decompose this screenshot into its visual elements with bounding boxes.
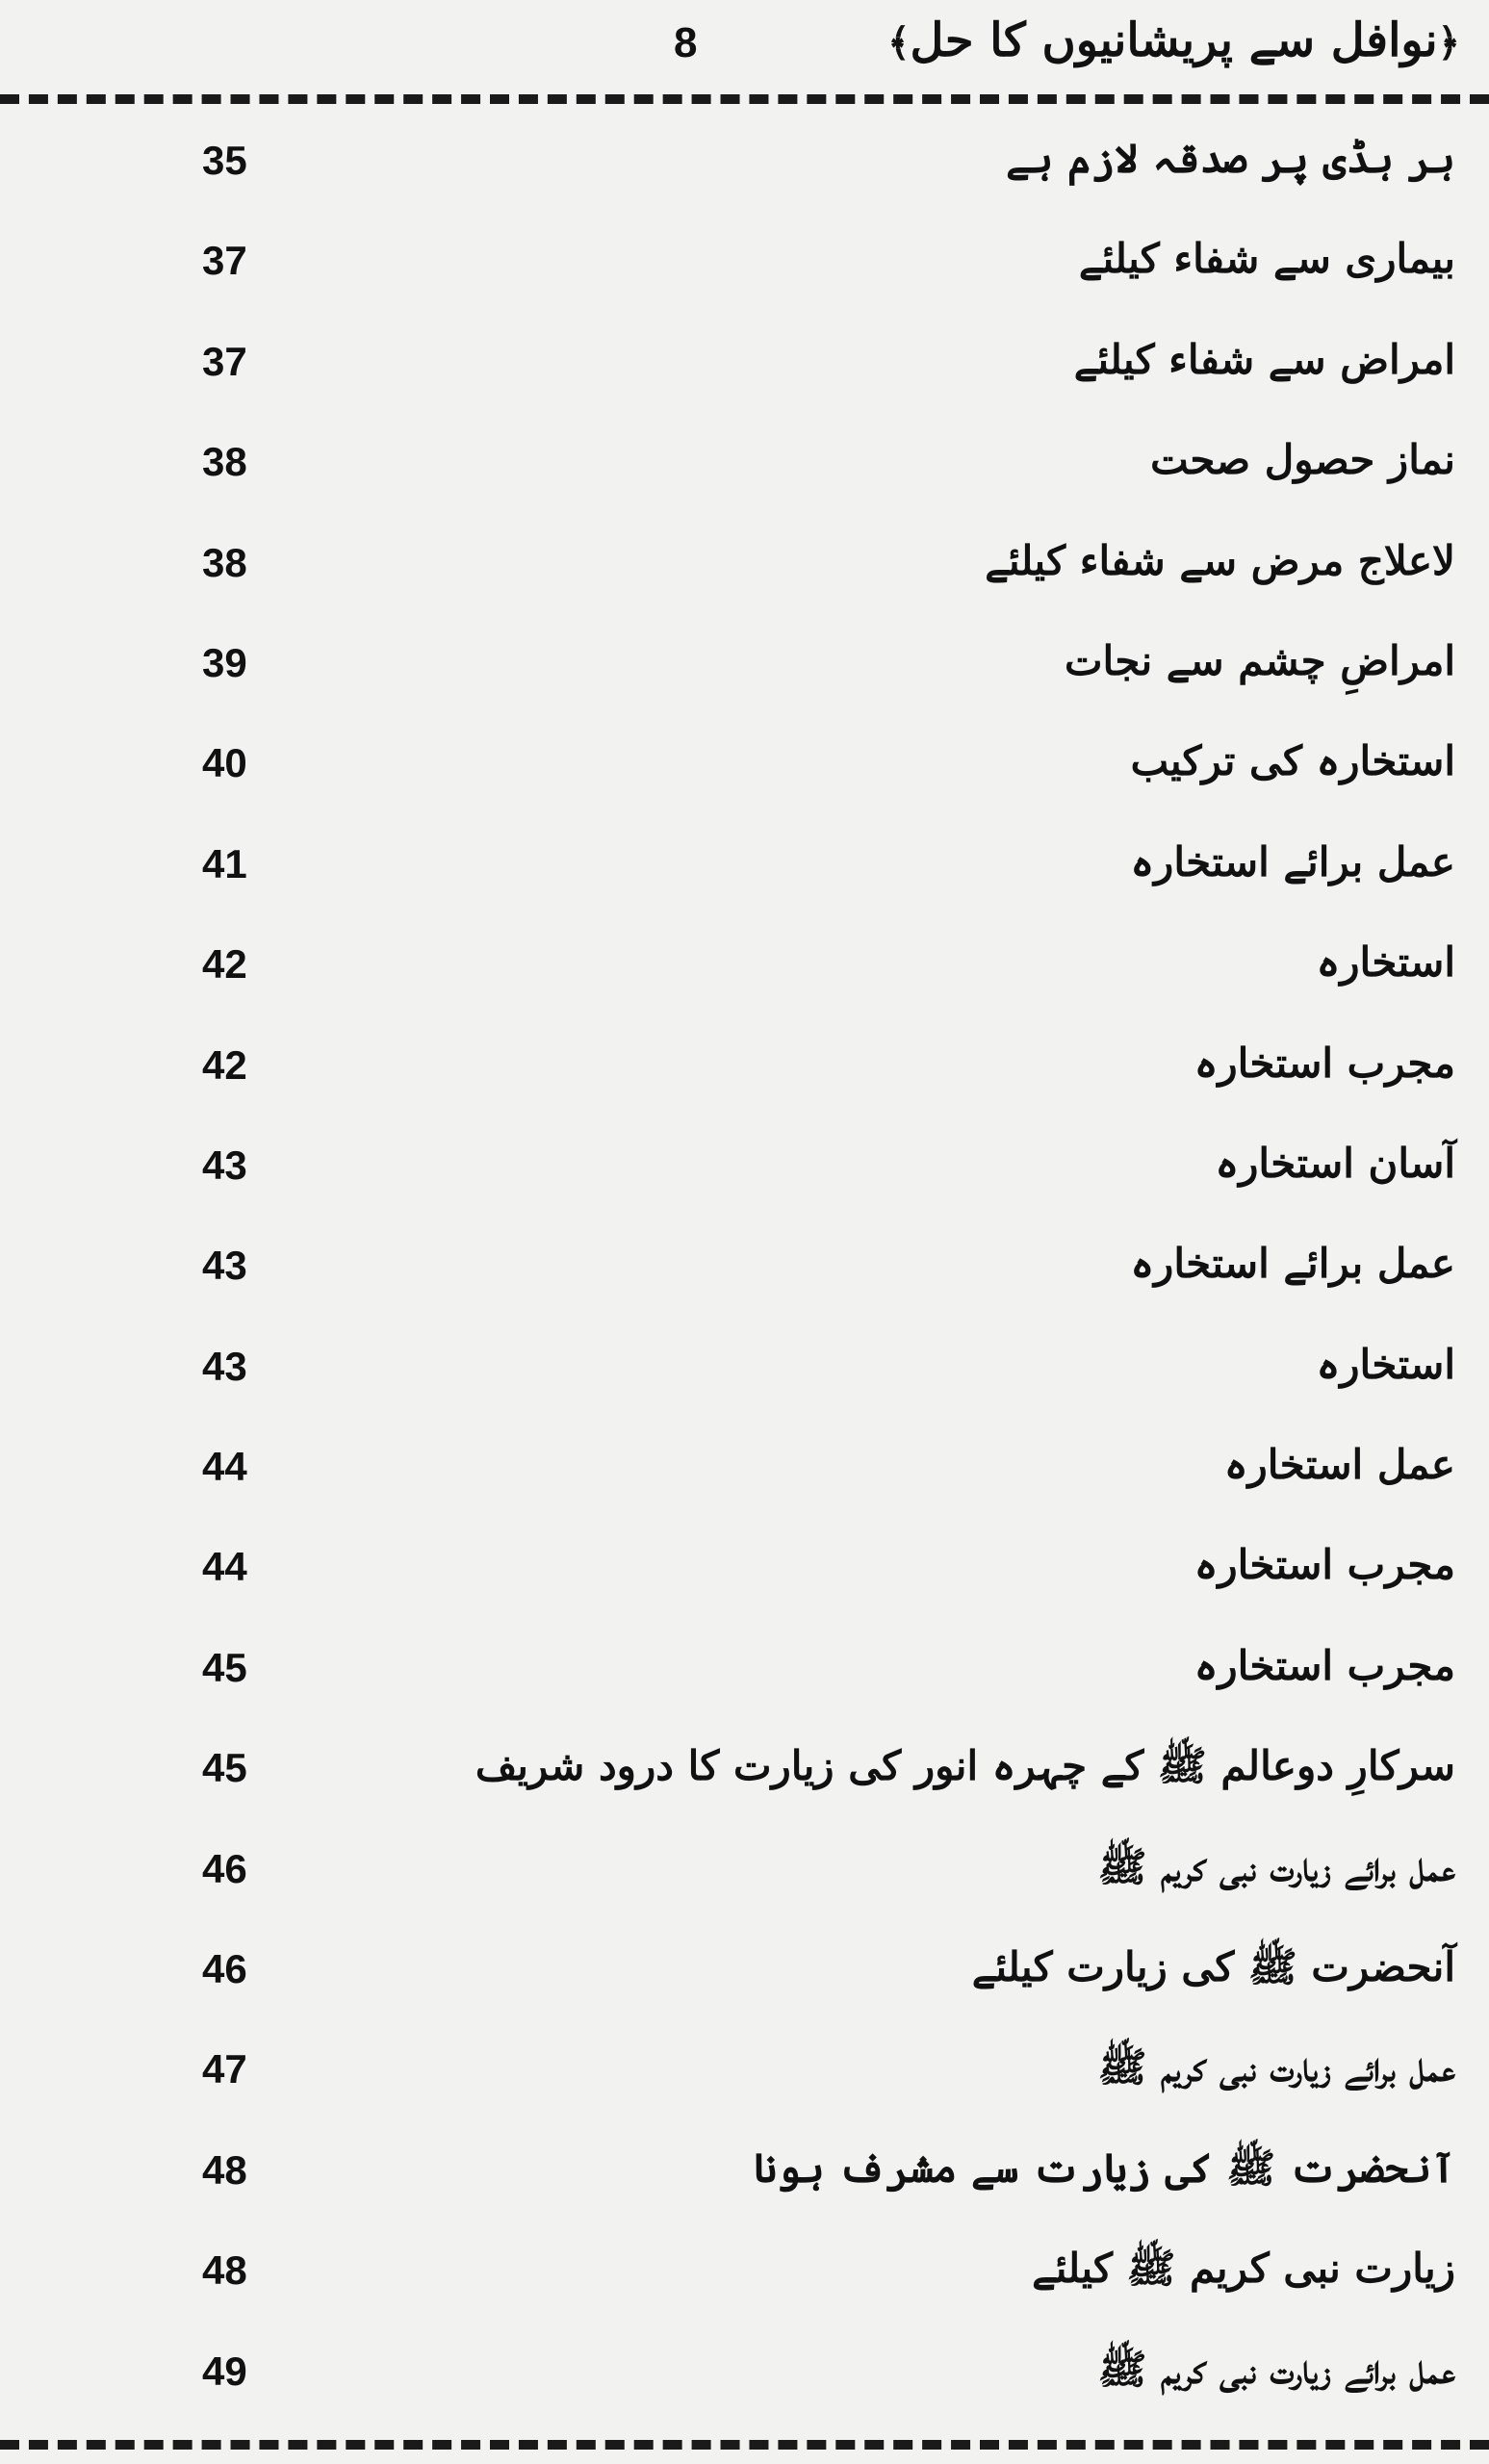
- toc-row: [0, 1120, 1489, 1220]
- page-header: [0, 0, 1489, 87]
- toc-entry-title: استخارہ: [1316, 938, 1455, 987]
- toc-row: [0, 116, 1489, 216]
- toc-row: [0, 1522, 1489, 1622]
- toc-row: [0, 718, 1489, 818]
- toc-row: [0, 2024, 1489, 2124]
- toc-entry-page: 42: [202, 1041, 247, 1088]
- toc-entry-title: بیماری سے شفاء کیلئے: [1078, 235, 1455, 283]
- toc-entry-page: 39: [202, 639, 247, 685]
- toc-row: [0, 1220, 1489, 1321]
- toc-entry-title: مجرب استخارہ: [1194, 1039, 1455, 1087]
- table-of-contents: [0, 116, 1489, 2426]
- toc-row: [0, 1020, 1489, 1120]
- toc-entry-page: 44: [202, 1544, 247, 1590]
- toc-entry-page: 43: [202, 1343, 247, 1389]
- toc-row: [0, 1422, 1489, 1522]
- toc-entry-title: لاعلاج مرض سے شفاء کیلئے: [985, 536, 1455, 584]
- toc-row: [0, 1723, 1489, 1823]
- running-title: [887, 10, 1460, 74]
- toc-entry-page: 46: [202, 1946, 247, 1992]
- toc-entry-title: آنحضرت ﷺ کی زیارت سے مشرف ہونا: [753, 2143, 1455, 2192]
- bottom-dashed-rule: [0, 2440, 1489, 2450]
- toc-entry-title: آنحضرت ﷺ کی زیارت کیلئے: [971, 1943, 1455, 1991]
- toc-row: [0, 317, 1489, 417]
- toc-row: [0, 417, 1489, 517]
- toc-entry-title: نماز حصول صحت: [1150, 436, 1455, 484]
- toc-entry-title: ہر ہڈی پر صدقہ لازم ہے: [1006, 135, 1455, 182]
- page-number: 8: [674, 19, 698, 66]
- toc-row: [0, 1322, 1489, 1422]
- toc-entry-page: 45: [202, 1745, 247, 1791]
- toc-entry-page: 48: [202, 2146, 247, 2193]
- toc-row: [0, 819, 1489, 919]
- toc-entry-title: عمل برائے زیارت نبی کریم ﷺ: [1097, 2345, 1455, 2393]
- toc-entry-title: عمل برائے استخارہ: [1130, 1240, 1455, 1288]
- toc-entry-page: 35: [202, 138, 247, 183]
- toc-entry-page: 38: [202, 539, 247, 585]
- toc-entry-page: 38: [202, 439, 247, 485]
- toc-entry-page: 46: [202, 1845, 247, 1891]
- toc-entry-title: عمل برائے استخارہ: [1130, 837, 1455, 886]
- toc-entry-title: عمل استخارہ: [1223, 1441, 1455, 1489]
- toc-entry-page: 37: [202, 238, 247, 284]
- toc-entry-title: استخارہ کی ترکیب: [1130, 737, 1455, 785]
- toc-row: [0, 1824, 1489, 1924]
- toc-entry-page: 48: [202, 2247, 247, 2294]
- toc-entry-title: عمل برائے زیارت نبی کریم ﷺ: [1097, 1842, 1455, 1890]
- toc-entry-page: 37: [202, 338, 247, 384]
- ornament-right: ﴾: [887, 20, 911, 65]
- toc-entry-title: مجرب استخارہ: [1194, 1541, 1455, 1589]
- toc-entry-title: امراض سے شفاء کیلئے: [1073, 335, 1455, 383]
- toc-entry-title: امراضِ چشم سے نجات: [1065, 636, 1455, 684]
- toc-entry-title: زیارت نبی کریم ﷺ کیلئے: [1032, 2245, 1455, 2293]
- toc-entry-page: 42: [202, 941, 247, 988]
- toc-row: [0, 618, 1489, 718]
- toc-entry-title: استخارہ: [1316, 1340, 1455, 1388]
- toc-entry-page: 45: [202, 1644, 247, 1690]
- toc-row: [0, 2225, 1489, 2325]
- toc-row: [0, 1623, 1489, 1723]
- toc-entry-page: 43: [202, 1142, 247, 1188]
- toc-entry-page: 49: [202, 2348, 247, 2394]
- toc-entry-page: 40: [202, 740, 247, 786]
- toc-entry-page: 44: [202, 1444, 247, 1490]
- top-dashed-rule: [0, 94, 1489, 104]
- toc-row: [0, 1924, 1489, 2024]
- toc-row: [0, 919, 1489, 1019]
- toc-row: [0, 2125, 1489, 2225]
- toc-entry-title: آسان استخارہ: [1215, 1139, 1455, 1187]
- toc-row: [0, 518, 1489, 618]
- toc-entry-page: 43: [202, 1243, 247, 1289]
- toc-entry-page: 41: [202, 840, 247, 886]
- toc-entry-title: سرکارِ دوعالم ﷺ کے چہرہ انور کی زیارت کا درود شریف: [475, 1742, 1455, 1790]
- toc-entry-title: عمل برائے زیارت نبی کریم ﷺ: [1097, 2043, 1455, 2092]
- toc-row: [0, 216, 1489, 316]
- ornament-left: ﴿: [1437, 20, 1460, 65]
- toc-row: [0, 2326, 1489, 2426]
- running-title-text: نوافل سے پریشانیوں کا حل: [910, 13, 1438, 67]
- toc-entry-title: مجرب استخارہ: [1194, 1641, 1455, 1689]
- toc-entry-page: 47: [202, 2046, 247, 2092]
